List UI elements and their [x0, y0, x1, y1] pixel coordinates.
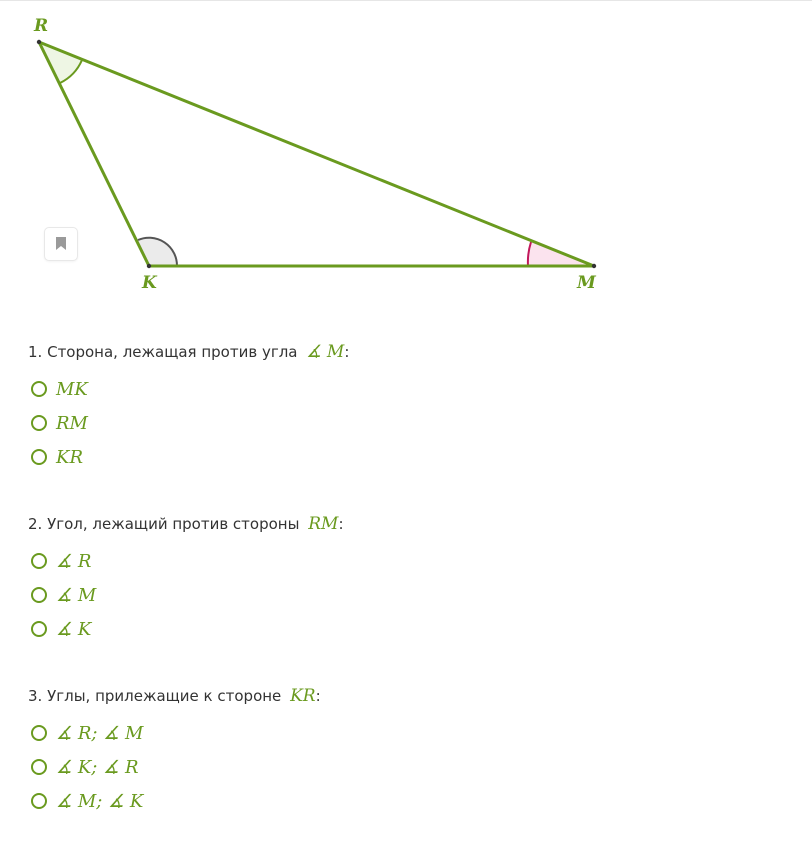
q2-option-2[interactable]	[31, 584, 96, 606]
question-2-number: 2.	[28, 515, 43, 533]
radio-unchecked-icon[interactable]	[31, 793, 47, 809]
q3-option-2-label: ∡ K; ∡ R	[56, 756, 139, 778]
vertex-r-point	[37, 40, 41, 44]
radio-unchecked-icon[interactable]	[31, 759, 47, 775]
question-2-colon: :	[338, 515, 344, 533]
question-1-text: Сторона, лежащая против угла	[47, 343, 298, 361]
question-3-math: KR	[290, 686, 316, 706]
radio-unchecked-icon[interactable]	[31, 449, 47, 465]
q3-option-1[interactable]	[31, 722, 144, 744]
radio-unchecked-icon[interactable]	[31, 415, 47, 431]
q1-option-3-label: KR	[56, 446, 83, 468]
q2-option-1-label: ∡ R	[56, 550, 92, 572]
q3-option-2[interactable]	[31, 756, 139, 778]
q1-option-2-label: RM	[56, 412, 88, 434]
q2-option-3[interactable]	[31, 618, 91, 640]
triangle-figure	[0, 0, 812, 300]
question-3-colon: :	[315, 687, 321, 705]
q3-option-1-label: ∡ R; ∡ M	[56, 722, 144, 744]
q2-option-1[interactable]	[31, 550, 91, 572]
vertex-r-label: R	[34, 16, 49, 36]
q2-option-2-label: ∡ M	[56, 584, 97, 606]
question-3-number: 3.	[28, 687, 43, 705]
question-3	[28, 686, 321, 706]
q1-option-3[interactable]	[31, 446, 83, 468]
q3-option-3-label: ∡ M; ∡ K	[56, 790, 144, 812]
radio-unchecked-icon[interactable]	[31, 621, 47, 637]
angle-k-arc	[138, 238, 177, 266]
vertex-k-label: K	[142, 273, 157, 293]
q2-option-3-label: ∡ K	[56, 618, 92, 640]
question-1-math: ∡ M	[306, 342, 345, 362]
bookmark-button[interactable]	[44, 227, 78, 261]
q1-option-1[interactable]	[31, 378, 88, 400]
question-2-text: Угол, лежащий против стороны	[47, 515, 300, 533]
question-1	[28, 342, 349, 362]
q3-option-3[interactable]	[31, 790, 143, 812]
angle-r-arc	[39, 42, 82, 83]
vertex-m-point	[592, 264, 596, 268]
radio-unchecked-icon[interactable]	[31, 725, 47, 741]
question-1-number: 1.	[28, 343, 43, 361]
question-2	[28, 514, 344, 534]
radio-unchecked-icon[interactable]	[31, 381, 47, 397]
question-2-math: RM	[308, 514, 339, 534]
question-3-text: Углы, прилежащие к стороне	[47, 687, 282, 705]
radio-unchecked-icon[interactable]	[31, 553, 47, 569]
vertex-m-label: M	[577, 273, 596, 293]
bookmark-icon	[56, 237, 66, 250]
vertex-k-point	[147, 264, 151, 268]
q1-option-2[interactable]	[31, 412, 88, 434]
question-1-colon: :	[344, 343, 350, 361]
q1-option-1-label: MK	[56, 378, 88, 400]
radio-unchecked-icon[interactable]	[31, 587, 47, 603]
side-rm	[39, 42, 594, 266]
